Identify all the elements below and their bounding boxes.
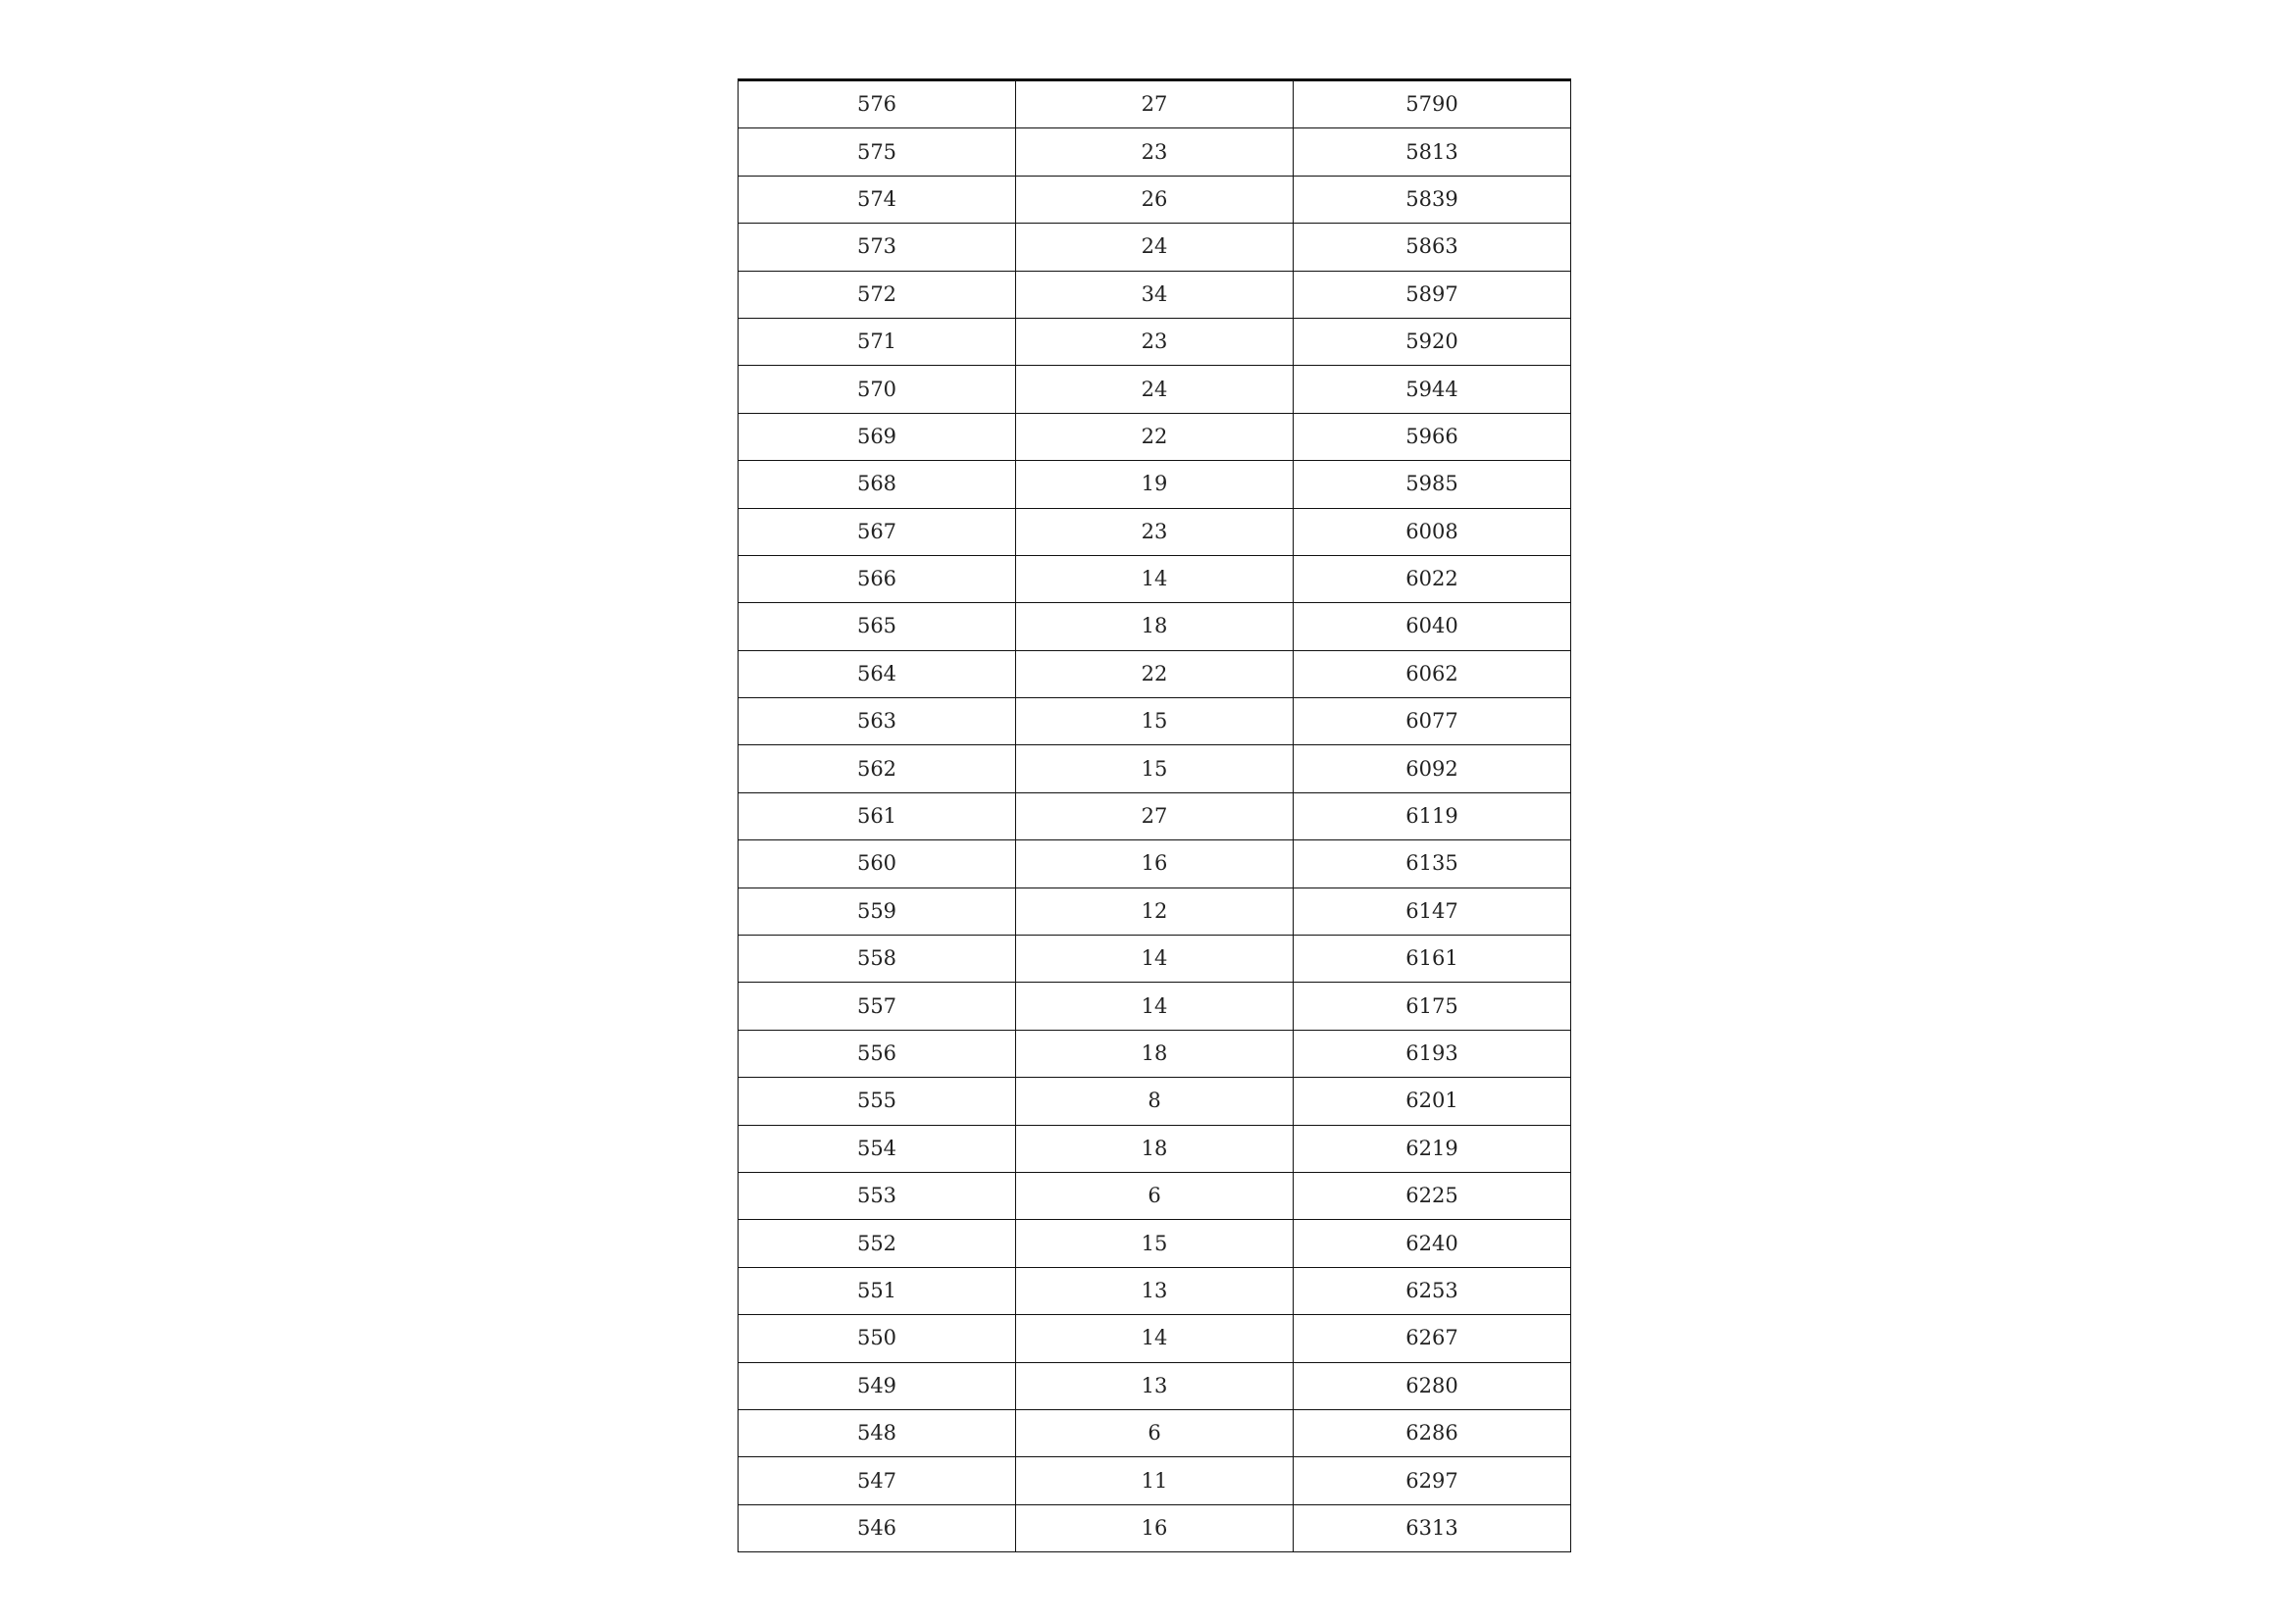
score-cell: 546 xyxy=(739,1504,1016,1551)
count-cell: 23 xyxy=(1016,318,1294,365)
count-cell: 13 xyxy=(1016,1362,1294,1409)
table-row xyxy=(739,80,1571,128)
table-row xyxy=(739,650,1571,697)
count-cell: 13 xyxy=(1016,1267,1294,1314)
cumulative-cell: 6040 xyxy=(1294,603,1571,650)
count-cell: 24 xyxy=(1016,366,1294,413)
table-row xyxy=(739,555,1571,602)
count-cell: 14 xyxy=(1016,1315,1294,1362)
cumulative-cell: 6119 xyxy=(1294,792,1571,839)
cumulative-cell: 6161 xyxy=(1294,936,1571,983)
score-cell: 576 xyxy=(739,80,1016,128)
cumulative-cell: 6022 xyxy=(1294,555,1571,602)
score-cell: 553 xyxy=(739,1172,1016,1219)
cumulative-cell: 6286 xyxy=(1294,1409,1571,1456)
score-cell: 549 xyxy=(739,1362,1016,1409)
score-cell: 547 xyxy=(739,1457,1016,1504)
score-cell: 559 xyxy=(739,888,1016,935)
score-cell: 564 xyxy=(739,650,1016,697)
score-cell: 562 xyxy=(739,745,1016,792)
table-row xyxy=(739,745,1571,792)
count-cell: 26 xyxy=(1016,176,1294,223)
table-row xyxy=(739,461,1571,508)
count-cell: 16 xyxy=(1016,840,1294,888)
table-row xyxy=(739,1267,1571,1314)
count-cell: 8 xyxy=(1016,1078,1294,1125)
cumulative-cell: 6313 xyxy=(1294,1504,1571,1551)
cumulative-cell: 6225 xyxy=(1294,1172,1571,1219)
score-cell: 571 xyxy=(739,318,1016,365)
count-cell: 23 xyxy=(1016,508,1294,555)
cumulative-cell: 6240 xyxy=(1294,1220,1571,1267)
score-cell: 556 xyxy=(739,1030,1016,1077)
cumulative-cell: 6147 xyxy=(1294,888,1571,935)
cumulative-cell: 6193 xyxy=(1294,1030,1571,1077)
cumulative-cell: 5966 xyxy=(1294,413,1571,460)
table-row xyxy=(739,508,1571,555)
cumulative-cell: 6175 xyxy=(1294,983,1571,1030)
count-cell: 18 xyxy=(1016,1030,1294,1077)
cumulative-cell: 6077 xyxy=(1294,698,1571,745)
cumulative-cell: 5813 xyxy=(1294,128,1571,176)
count-cell: 34 xyxy=(1016,271,1294,318)
table-row xyxy=(739,366,1571,413)
score-cell: 572 xyxy=(739,271,1016,318)
cumulative-cell: 6253 xyxy=(1294,1267,1571,1314)
table-row xyxy=(739,603,1571,650)
cumulative-cell: 5944 xyxy=(1294,366,1571,413)
table-row xyxy=(739,224,1571,271)
cumulative-cell: 6297 xyxy=(1294,1457,1571,1504)
cumulative-cell: 5897 xyxy=(1294,271,1571,318)
table-row xyxy=(739,1172,1571,1219)
table-row xyxy=(739,1315,1571,1362)
score-cell: 548 xyxy=(739,1409,1016,1456)
count-cell: 18 xyxy=(1016,1125,1294,1172)
cumulative-cell: 5920 xyxy=(1294,318,1571,365)
score-cell: 558 xyxy=(739,936,1016,983)
count-cell: 15 xyxy=(1016,1220,1294,1267)
count-cell: 14 xyxy=(1016,936,1294,983)
table-row xyxy=(739,1220,1571,1267)
count-cell: 6 xyxy=(1016,1409,1294,1456)
cumulative-cell: 6062 xyxy=(1294,650,1571,697)
table-row xyxy=(739,936,1571,983)
cumulative-cell: 6267 xyxy=(1294,1315,1571,1362)
score-cell: 557 xyxy=(739,983,1016,1030)
table-row xyxy=(739,176,1571,223)
cumulative-cell: 5790 xyxy=(1294,80,1571,128)
score-cell: 561 xyxy=(739,792,1016,839)
score-cell: 551 xyxy=(739,1267,1016,1314)
score-cell: 573 xyxy=(739,224,1016,271)
table-row xyxy=(739,983,1571,1030)
table-row xyxy=(739,840,1571,888)
count-cell: 27 xyxy=(1016,792,1294,839)
table-row xyxy=(739,1125,1571,1172)
count-cell: 22 xyxy=(1016,413,1294,460)
count-cell: 15 xyxy=(1016,698,1294,745)
table-row xyxy=(739,1409,1571,1456)
count-cell: 15 xyxy=(1016,745,1294,792)
score-cell: 560 xyxy=(739,840,1016,888)
cumulative-cell: 5863 xyxy=(1294,224,1571,271)
score-cell: 574 xyxy=(739,176,1016,223)
table-row xyxy=(739,271,1571,318)
score-cell: 568 xyxy=(739,461,1016,508)
score-cell: 554 xyxy=(739,1125,1016,1172)
score-cell: 569 xyxy=(739,413,1016,460)
table-row xyxy=(739,413,1571,460)
count-cell: 22 xyxy=(1016,650,1294,697)
score-cell: 570 xyxy=(739,366,1016,413)
table-row xyxy=(739,318,1571,365)
score-cell: 552 xyxy=(739,1220,1016,1267)
table-row xyxy=(739,1457,1571,1504)
table-row xyxy=(739,1078,1571,1125)
cumulative-cell: 6280 xyxy=(1294,1362,1571,1409)
count-cell: 19 xyxy=(1016,461,1294,508)
cumulative-cell: 6201 xyxy=(1294,1078,1571,1125)
table-row xyxy=(739,792,1571,839)
cumulative-cell: 5839 xyxy=(1294,176,1571,223)
cumulative-cell: 5985 xyxy=(1294,461,1571,508)
count-cell: 14 xyxy=(1016,555,1294,602)
count-cell: 23 xyxy=(1016,128,1294,176)
count-cell: 24 xyxy=(1016,224,1294,271)
score-table-body xyxy=(739,80,1571,1552)
cumulative-cell: 6092 xyxy=(1294,745,1571,792)
count-cell: 14 xyxy=(1016,983,1294,1030)
score-cell: 555 xyxy=(739,1078,1016,1125)
table-row xyxy=(739,1504,1571,1551)
cumulative-cell: 6219 xyxy=(1294,1125,1571,1172)
score-cell: 567 xyxy=(739,508,1016,555)
score-cell: 565 xyxy=(739,603,1016,650)
score-cell: 563 xyxy=(739,698,1016,745)
table-row xyxy=(739,1030,1571,1077)
cumulative-cell: 6135 xyxy=(1294,840,1571,888)
count-cell: 16 xyxy=(1016,1504,1294,1551)
score-table xyxy=(738,78,1571,1552)
count-cell: 6 xyxy=(1016,1172,1294,1219)
count-cell: 11 xyxy=(1016,1457,1294,1504)
table-row xyxy=(739,1362,1571,1409)
cumulative-cell: 6008 xyxy=(1294,508,1571,555)
table-row xyxy=(739,698,1571,745)
score-cell: 566 xyxy=(739,555,1016,602)
count-cell: 12 xyxy=(1016,888,1294,935)
count-cell: 18 xyxy=(1016,603,1294,650)
table-row xyxy=(739,128,1571,176)
score-cell: 575 xyxy=(739,128,1016,176)
count-cell: 27 xyxy=(1016,80,1294,128)
table-row xyxy=(739,888,1571,935)
score-cell: 550 xyxy=(739,1315,1016,1362)
